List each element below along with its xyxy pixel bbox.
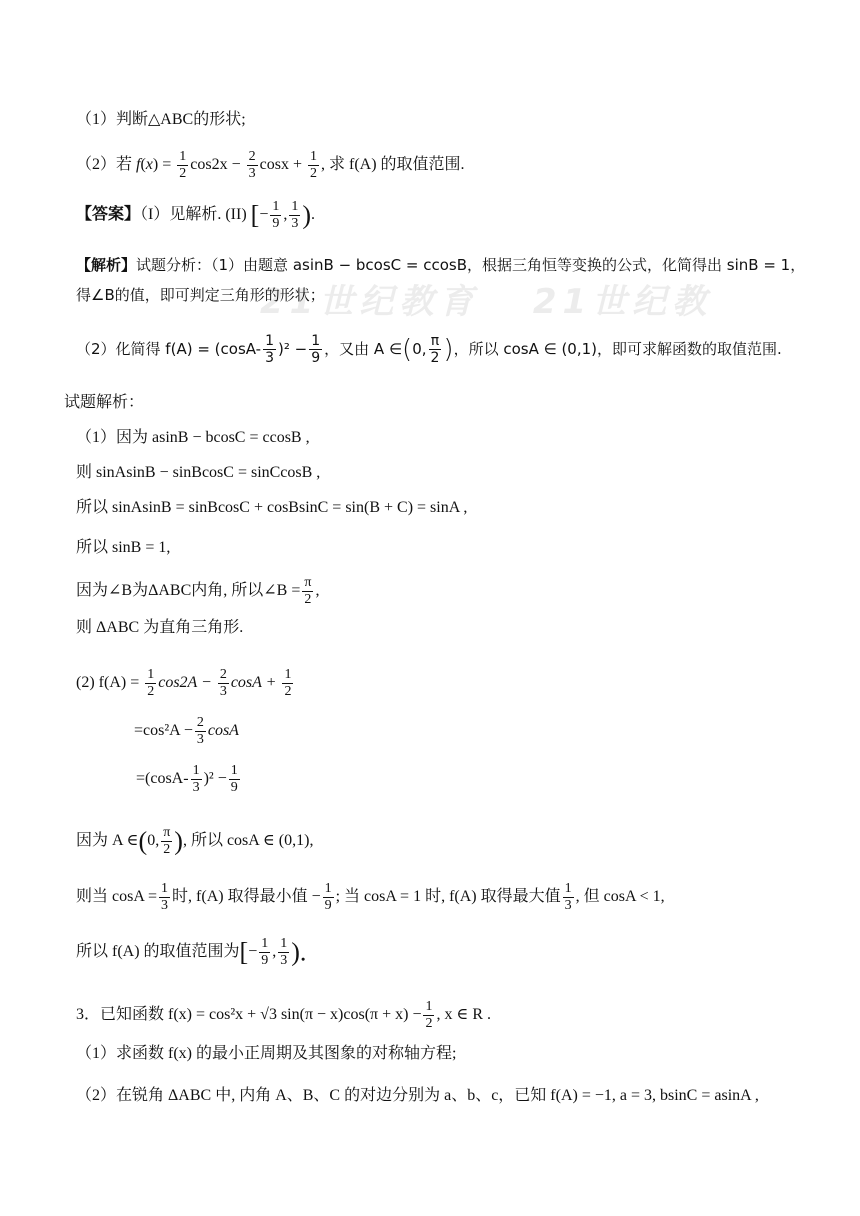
f-line1: (2) f(A) = $\frac{1}{2}$ cos2A − $\frac{2}{3}$ cosA + $\frac{1}{2}$: [76, 667, 292, 699]
q2-part1: （1）判断△ABC的形状;: [76, 111, 246, 128]
analysis-line3: （2）化简得 f(A) = (cosA- $\frac{1}{3}$ )² − $\frac{1}{9}$ ，又由 A ∈(0, $\frac{\pi}{2}$ )，所以 cosA ∈ (0,1)，即可求解函数的取值范围.: [76, 333, 782, 366]
solution-step3: 所以 sinAsinB = sinBcosC + cosBsinC = sin(B + C) = sinA ,: [76, 499, 468, 516]
solution-step1: （1）因为 asinB − bcosC = ccosB ,: [76, 429, 310, 446]
watermark: 21世纪教育 21世纪教: [260, 282, 713, 322]
fraction: $\frac{1}{2}$: [179, 149, 187, 181]
solution-step6: 则 ΔABC 为直角三角形.: [76, 619, 244, 636]
q2-part2: （2）若 f(x) = $\frac{1}{2}$ cos2x − $\frac{2}{3}$ cosx + $\frac{1}{2}$ , 求 f(A) 的取值范围.: [76, 149, 465, 181]
answer-line: 【答案】（I）见解析. (II) [− $\frac{1}{9}$ , $\frac{1}{3}$ ).: [76, 199, 316, 231]
q3-stem: 3．已知函数 f(x) = cos²x + √3 sin(π − x)cos(π + x) − $\frac{1}{2}$ , x ∈ R .: [76, 999, 491, 1031]
f-line2: =cos²A − $\frac{2}{3}$ cosA: [134, 715, 239, 747]
analysis-line1: 【解析】试题分析：（1）由题意 asinB − bcosC = ccosB，根据三角恒等变换的公式，化简得出 sinB = 1，: [76, 256, 806, 274]
solution-step4: 所以 sinB = 1,: [76, 539, 171, 556]
solution-title: 试题解析：: [64, 394, 145, 411]
fraction: $\frac{2}{3}$: [248, 149, 256, 181]
conclusion-line: 所以 f(A) 的取值范围为[− $\frac{1}{9}$ , $\frac{1}{3}$ ).: [76, 936, 307, 968]
extremum-line: 则当 cosA = $\frac{1}{3}$ 时, f(A) 取得最小值 − $\frac{1}{9}$ ; 当 cosA = 1 时, f(A) 取得最大值 $\frac{1}{3}$ , 但 cosA < 1,: [76, 881, 665, 913]
solution-step5: 因为∠B为ΔABC内角, 所以∠B = $\frac{\pi}{2}$ ,: [76, 575, 320, 607]
solution-step2: 则 sinAsinB − sinBcosC = sinCcosB ,: [76, 464, 321, 481]
analysis-line2: 得∠B的值，即可判定三角形的形状；: [76, 286, 325, 304]
q3-part2: （2）在锐角 ΔABC 中, 内角 A、B、C 的对边分别为 a、b、c，已知 f(A) = −1, a = 3, bsinC = asinA ,: [76, 1087, 759, 1104]
range-line: 因为 A ∈(0, $\frac{\pi}{2}$ ), 所以 cosA ∈ (0,1),: [76, 825, 314, 857]
q3-part1: （1）求函数 f(x) 的最小正周期及其图象的对称轴方程;: [76, 1045, 457, 1062]
f-line3: =(cosA- $\frac{1}{3}$ )² − $\frac{1}{9}$: [136, 763, 238, 795]
fraction: $\frac{1}{2}$: [309, 149, 317, 181]
